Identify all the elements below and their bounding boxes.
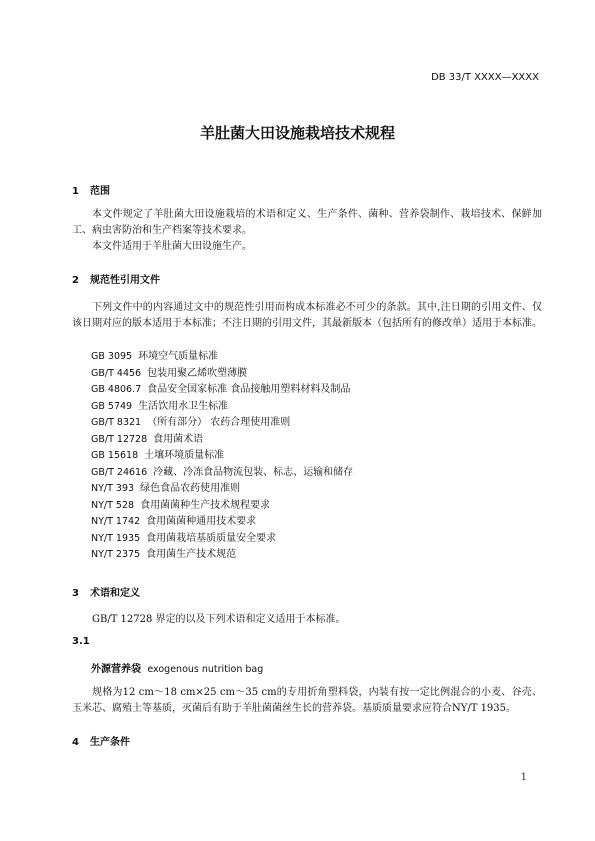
reference-title: 环境空气质量标准 — [138, 351, 219, 362]
reference-title: 绿色食品农药使用准则 — [140, 483, 241, 494]
reference-item — [91, 415, 353, 432]
reference-title: 食用菌栽培基质质量安全要求 — [146, 532, 277, 544]
section-title: 规范性引用文件 — [90, 275, 160, 286]
section-title: 生产条件 — [90, 737, 130, 748]
section-3-intro: GB/T 12728 界定的以及下列术语和定义适用于本标准。 — [92, 614, 346, 625]
section-title: 范围 — [90, 186, 110, 197]
reference-code: GB/T 12728 — [91, 433, 148, 445]
reference-code: NY/T 1742 — [91, 516, 141, 527]
reference-code: GB 15618 — [91, 450, 139, 461]
reference-code: NY/T 1935 — [91, 532, 141, 544]
reference-item — [91, 432, 353, 449]
term-definition: 规格为12 cm～18 cm×25 cm～35 cm的专用折角塑料袋，内装有按一定比例混合的小麦、谷壳、玉米芯、腐殖土等基质，灭菌后有助于羊肚菌菌丝生长的营养袋。基质质量要求应符合NY/T 1935。 — [72, 687, 542, 714]
reference-code: GB 4806.7 — [91, 384, 142, 395]
reference-code: NY/T 393 — [91, 483, 135, 494]
reference-title: （所有部分） 农药合理使用准则 — [147, 417, 291, 428]
section-3-heading — [72, 584, 140, 599]
section-title: 术语和定义 — [90, 588, 140, 599]
reference-item — [91, 366, 353, 383]
reference-title: 食用菌菌种通用技术要求 — [146, 516, 257, 527]
term-entry — [91, 660, 263, 675]
reference-code: NY/T 528 — [91, 499, 135, 511]
reference-title: 食用菌菌种生产技术规程要求 — [140, 499, 271, 511]
reference-item — [91, 514, 353, 531]
document-code: DB 33/T XXXX—XXXX — [431, 72, 539, 83]
reference-code: GB/T 8321 — [91, 417, 142, 428]
reference-list — [91, 349, 353, 564]
reference-title: 包装用聚乙烯吹塑薄膜 — [147, 367, 248, 379]
section-number: 2 — [72, 275, 79, 286]
section-number: 4 — [72, 737, 79, 748]
reference-title: 生活饮用水卫生标准 — [138, 400, 229, 412]
section-2-heading — [72, 271, 160, 286]
reference-item — [91, 547, 353, 564]
section-2-intro: 下列文件中的内容通过文中的规范性引用而构成本标准必不可少的条款。其中,注日期的引用文件、仅该日期对应的版本适用于本标准；不注日期的引用文件，其最新版本（包括所有的修改单）适用于本标准。 — [72, 302, 542, 329]
reference-code: GB/T 4456 — [91, 367, 142, 379]
reference-item — [91, 382, 353, 399]
reference-item — [91, 349, 353, 366]
page-number: 1 — [520, 772, 527, 783]
section-1-heading — [72, 182, 110, 197]
reference-item — [91, 481, 353, 498]
term-english: exogenous nutrition bag — [147, 664, 264, 675]
reference-code: GB/T 24616 — [91, 466, 148, 478]
section-1-paragraph-1: 本文件规定了羊肚菌大田设施栽培的术语和定义、生产条件、菌种、营养袋制作、栽培技术、保鲜加工、病虫害防治和生产档案等技术要求。 — [72, 209, 542, 236]
reference-item — [91, 448, 353, 465]
section-4-heading — [72, 733, 130, 748]
reference-item — [91, 399, 353, 416]
reference-title: 食用菌生产技术规范 — [146, 549, 237, 560]
section-1-paragraph-2: 本文件适用于羊肚菌大田设施生产。 — [92, 241, 252, 252]
term-chinese: 外源营养袋 — [91, 664, 141, 675]
document-title: 羊肚菌大田设施栽培技术规程 — [199, 124, 395, 142]
reference-item — [91, 498, 353, 515]
reference-code: NY/T 2375 — [91, 549, 141, 560]
reference-title: 食用菌术语 — [153, 433, 204, 445]
reference-item — [91, 465, 353, 482]
reference-title: 冷藏、冷冻食品物流包装、标志、运输和储存 — [153, 466, 354, 478]
reference-code: GB 3095 — [91, 351, 133, 362]
reference-title: 土壤环境质量标准 — [144, 450, 225, 461]
reference-code: GB 5749 — [91, 400, 133, 412]
subsection-number: 3.1 — [72, 636, 90, 647]
section-number: 3 — [72, 588, 79, 599]
reference-item — [91, 531, 353, 548]
reference-title: 食品安全国家标准 食品接触用塑料材料及制品 — [147, 384, 351, 395]
section-number: 1 — [72, 186, 79, 197]
